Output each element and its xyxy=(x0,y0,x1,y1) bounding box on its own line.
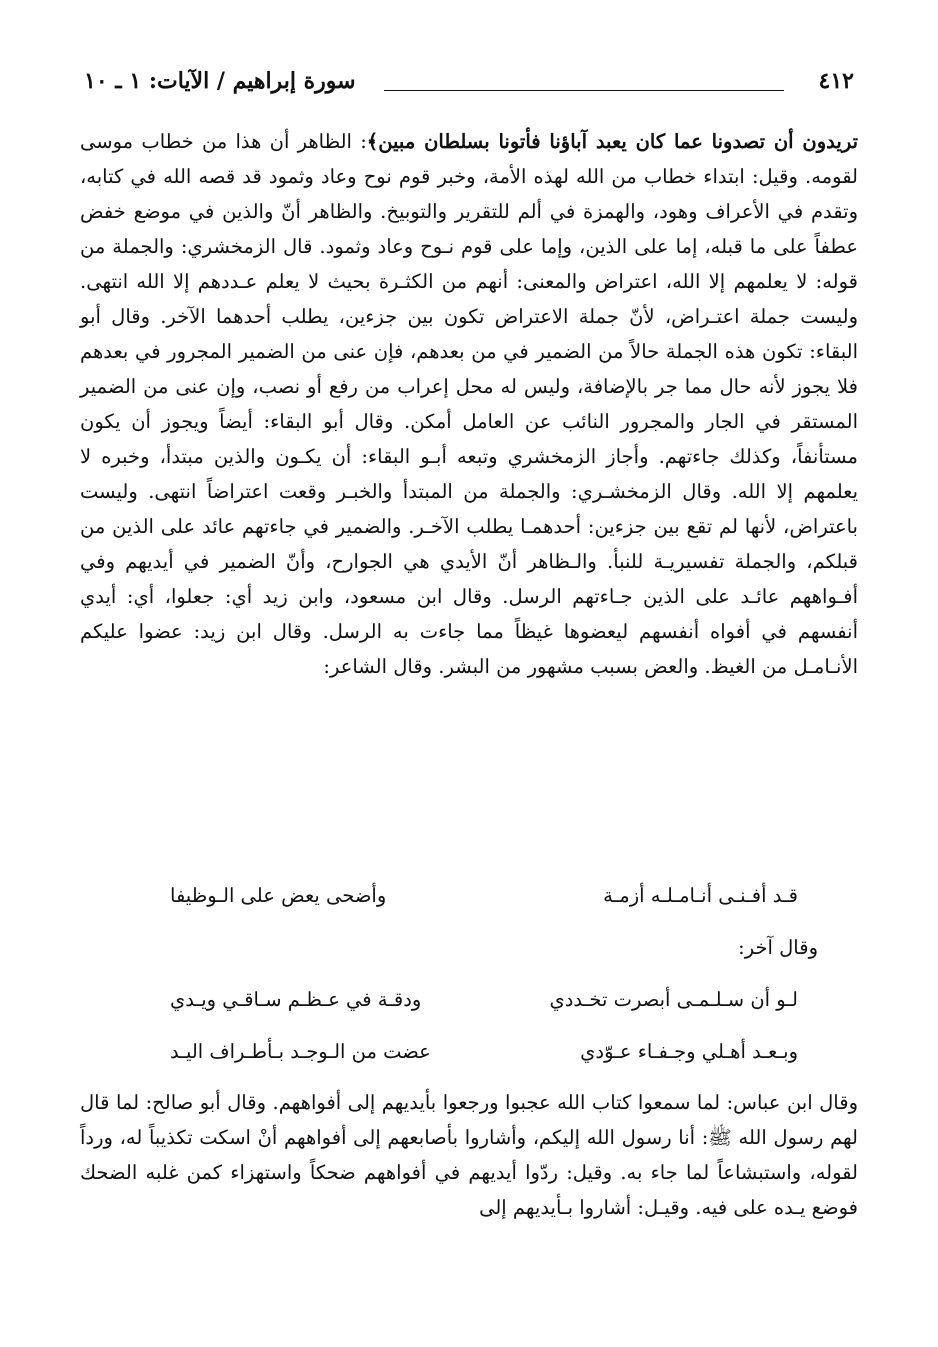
verse-3-first-hemistich: وبـعـد أهـلي وجـفـاء عـوّدي xyxy=(580,1040,798,1063)
verse-2-first-hemistich: لـو أن سـلـمـى أبصرت تخـددي xyxy=(549,988,798,1011)
verse-1-second-hemistich: وأضحى يعض على الـوظيفا xyxy=(170,884,387,907)
another-poet-line xyxy=(80,930,858,966)
page-header xyxy=(84,66,854,100)
verse-3-second-hemistich: عضت من الـوجـد بـأطـراف اليـد xyxy=(170,1040,431,1063)
quran-quote: تريدون أن تصدونا عما كان يعبد آباؤنا فأتونا بسلطان مبين﴾ xyxy=(366,130,859,153)
running-head: سورة إبراهيم / الآيات: ١ ـ ١٠ xyxy=(84,68,356,94)
verse-2-second-hemistich: ودقـة في عـظـم سـاقـي ويـدي xyxy=(170,988,422,1011)
verse-line-3 xyxy=(80,1034,858,1070)
page-number: ٤١٢ xyxy=(818,68,854,94)
main-paragraph-text xyxy=(80,124,858,684)
verse-line-2 xyxy=(80,982,858,1018)
closing-paragraph-text: وقال ابن عباس: لما سمعوا كتاب الله عجبوا ورجعوا بأيديهم إلى أفواههم. وقال أبو صالح: لما قال لهم رسول الله ﷺ: أنا رسول الله إليكم، وأشاروا بأصابعهم إلى أفواههم أنْ اسكت تكذيباً له، ورداً لقوله، واستبشاعاً لما جاء به. وقيل: ردّوا أيديهم في أفواههم ضحكاً واستهزاء كمن غلبه الضحك فوضع يـده على فيه. وقيـل: أشاروا بـأيديهم إلى xyxy=(80,1091,858,1219)
verse-line-1 xyxy=(80,878,858,914)
header-rule xyxy=(384,90,784,91)
another-said-label: وقال آخر: xyxy=(738,936,818,959)
closing-paragraph xyxy=(80,1085,858,1225)
main-paragraph xyxy=(80,124,858,684)
commentary-text: : الظاهر أن هذا من خطاب موسى لقومه. وقيل: ابتداء خطاب من الله لهذه الأمة، وخبر قوم نوح وعاد وثمود قد قصه الله في كتابه، وتقدم في الأعراف وهود، والهمزة في ألم للتقرير والتوبيخ. والظاهر أنّ والذين في موضع خفض عطفاً على ما قبله، إما على الذين، وإما على قوم نـوح وعاد وثمود. قال الزمخشري: والجملة من قوله: لا يعلمهم إلا الله، اعتراض والمعنى: أنهم من الكثـرة بحيث لا يعلم عـددهم إلا الله انتهى. وليست جملة اعتـراض، لأنّ جملة الاعتراض تكون بين جزءين، يطلب أحدهما الآخر. وقال أبو البقاء: تكون هذه الجملة حالاً من الضمير في من بعدهم، فإن عنى من الضمير المجرور في بعدهم فلا يجوز لأنه حال مما جر بالإضافة، وليس له محل إعراب من رفع أو نصب، وإن عنى من الضمير المستقر في الجار والمجرور النائب عن العامل أمكن. وقال أبو البقاء: أيضاً ويجوز أن يكون مستأنفاً، وكذلك جاءتهم. وأجاز الزمخشري وتبعه أبـو البقاء: أن يكـون والذين مبتدأ، وخبره لا يعلمهم إلا الله. وقال الزمخشـري: والجملة من المبتدأ والخبـر وقعت اعتراضاً انتهى. وليست باعتراض، لأنها لم تقع بين جزءين: أحدهمـا يطلب الآخـر. والضمير في جاءتهم عائد على الذين من قبلكم، والجملة تفسيريـة للنبأ. والـظاهر أنّ الأيدي هي الجوارح، وأنّ الضمير في أيديهم وفي أفـواههم عائـد على الذين جـاءتهم الرسل. وقال ابن مسعود، وابن زيد أي: جعلوا، أي: أيدي أنفسهم في أفواه أنفسهم ليعضوها غيظاً مما جاءت به الرسل. وقال ابن زيد: عضوا عليكم الأنـامـل من الغيظ. والعض بسبب مشهور من البشر. وقال الشاعر: xyxy=(80,130,858,678)
verse-1-first-hemistich: قـد أفـنـى أنـامـلـه أزمـة xyxy=(603,884,798,907)
